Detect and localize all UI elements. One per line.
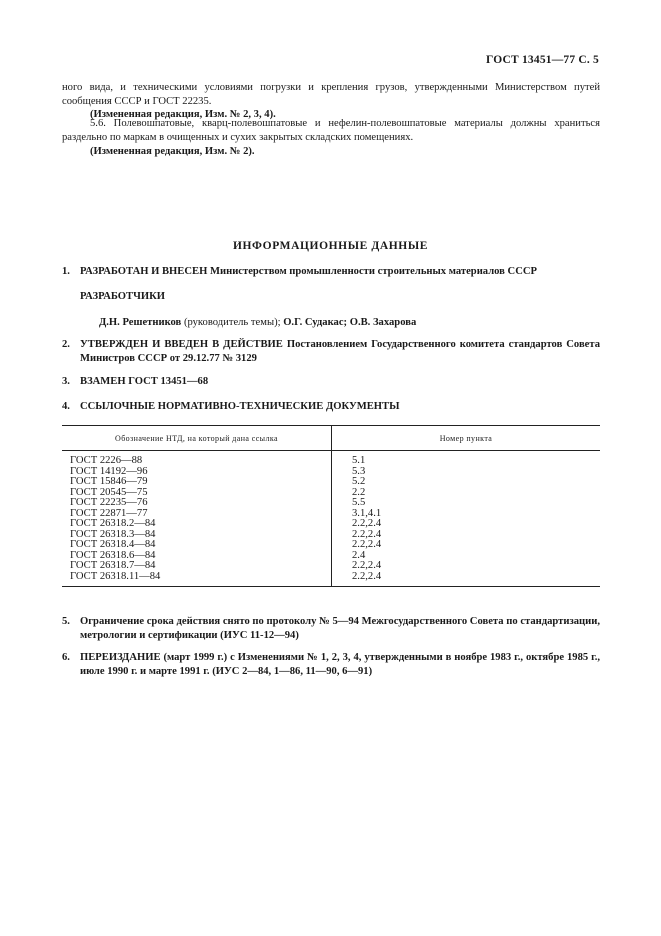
document-cell: ГОСТ 26318.6—84 — [62, 551, 332, 562]
developer-name: Д.Н. Решетников — [99, 317, 182, 328]
paragraph-5-6: 5.6. Полевошпатовые, кварц-полевошпатовые и нефелин-полевошпатовые материалы должны храниться раздельно по маркам в очищенных и сухих закрытых складских помещениях. — [62, 118, 600, 143]
document-cell: ГОСТ 26318.7—84 — [62, 561, 332, 572]
table-row — [62, 477, 600, 488]
developers-label: РАЗРАБОТЧИКИ — [80, 291, 166, 302]
table-header-row — [62, 426, 600, 451]
clause-cell: 5.3 — [352, 465, 366, 477]
info-item-4 — [62, 400, 600, 414]
document-cell: ГОСТ 20545—75 — [62, 488, 332, 499]
document-cell: ГОСТ 26318.11—84 — [62, 572, 332, 587]
info-title: ИНФОРМАЦИОННЫЕ ДАННЫЕ — [232, 240, 429, 252]
item-number: 3. — [62, 376, 70, 387]
edit-note-1: (Измененная редакция, Изм. № 2, 3, 4). — [90, 109, 276, 120]
column-header-clause: Номер пункта — [332, 426, 601, 451]
item-number: 1. — [62, 266, 70, 277]
info-item-1 — [62, 265, 600, 279]
item-text: Ограничение срока действия снято по протоколу № 5—94 Межгосударственного Совета по стандартизации, метрологии и сертификации (ИУС 11-12—94) — [80, 616, 600, 641]
table-row — [62, 519, 600, 530]
page-header: ГОСТ 13451—77 С. 5 — [486, 54, 599, 66]
item-bold-text: РАЗРАБОТАН И ВНЕСЕН — [80, 266, 208, 277]
info-item-6 — [62, 651, 600, 678]
table-row — [62, 498, 600, 509]
clause-cell: 2.2,2.4 — [352, 518, 382, 529]
item-bold-text: УТВЕРЖДЕН И ВВЕДЕН В ДЕЙСТВИЕ — [80, 339, 283, 350]
developer-role: (руководитель темы); — [181, 317, 284, 328]
continuation-paragraph: ного вида, и техническими условиями погрузки и крепления грузов, утвержденными Министерством путей сообщения СССР и ГОСТ 22235. — [62, 82, 600, 107]
edit-note-2: (Измененная редакция, Изм. № 2). — [90, 146, 255, 157]
clause-cell: 5.2 — [352, 476, 366, 487]
item-number: 5. — [62, 616, 70, 627]
references-table — [62, 425, 600, 587]
document-cell: ГОСТ 26318.2—84 — [62, 519, 332, 530]
item-number: 2. — [62, 339, 70, 350]
column-header-document: Обозначение НТД, на который дана ссылка — [62, 426, 332, 451]
item-text — [80, 338, 600, 365]
clause-cell: 5.1 — [352, 455, 366, 466]
item-body-text: Постановлением Государственного комитета стандартов Совета Министров СССР от 29.12.77 № 3129 — [80, 339, 601, 364]
table-row — [62, 561, 600, 572]
item-text — [80, 265, 600, 279]
clause-cell: 2.2,2.4 — [352, 560, 382, 571]
developer-names: О.Г. Судакас; О.В. Захарова — [283, 317, 417, 328]
document-cell: ГОСТ 26318.3—84 — [62, 530, 332, 541]
document-cell: ГОСТ 26318.4—84 — [62, 540, 332, 551]
table-body — [62, 451, 600, 587]
clause-cell: 3.1,4.1 — [352, 507, 382, 519]
clause-cell: 2.2,2.4 — [352, 539, 382, 550]
item-text: ПЕРЕИЗДАНИЕ (март 1999 г.) с Изменениями № 1, 2, 3, 4, утвержденными в ноябре 1983 г., октябре 1985 г., июле 1990 г. и марте 1991 г. (ИУС 2—84, 1—86, 11—90, 6—91) — [80, 652, 600, 677]
info-item-3 — [62, 375, 600, 389]
document-cell: ГОСТ 15846—79 — [62, 477, 332, 488]
document-cell: ГОСТ 14192—96 — [62, 467, 332, 478]
item-number: 4. — [62, 401, 70, 412]
info-item-5 — [62, 615, 600, 642]
item-text: ССЫЛОЧНЫЕ НОРМАТИВНО-ТЕХНИЧЕСКИЕ ДОКУМЕНТЫ — [80, 401, 400, 412]
table-row — [62, 572, 600, 587]
clause-cell: 2.2 — [352, 486, 366, 498]
clause-cell: 2.2,2.4 — [352, 570, 382, 582]
clause-cell: 2.4 — [352, 549, 366, 561]
table-row — [62, 451, 600, 467]
item-body-text: Министерством промышленности строительных материалов СССР — [209, 266, 537, 277]
item-number: 6. — [62, 652, 70, 663]
table-row — [62, 540, 600, 551]
item-text: ВЗАМЕН ГОСТ 13451—68 — [80, 376, 209, 387]
clause-cell: 2.2,2.4 — [352, 528, 382, 540]
document-cell: ГОСТ 22235—76 — [62, 498, 332, 509]
info-item-2 — [62, 338, 600, 365]
document-cell: ГОСТ 2226—88 — [62, 451, 332, 467]
document-cell: ГОСТ 22871—77 — [62, 509, 332, 520]
developers-list — [99, 316, 600, 330]
clause-cell: 5.5 — [352, 497, 366, 508]
